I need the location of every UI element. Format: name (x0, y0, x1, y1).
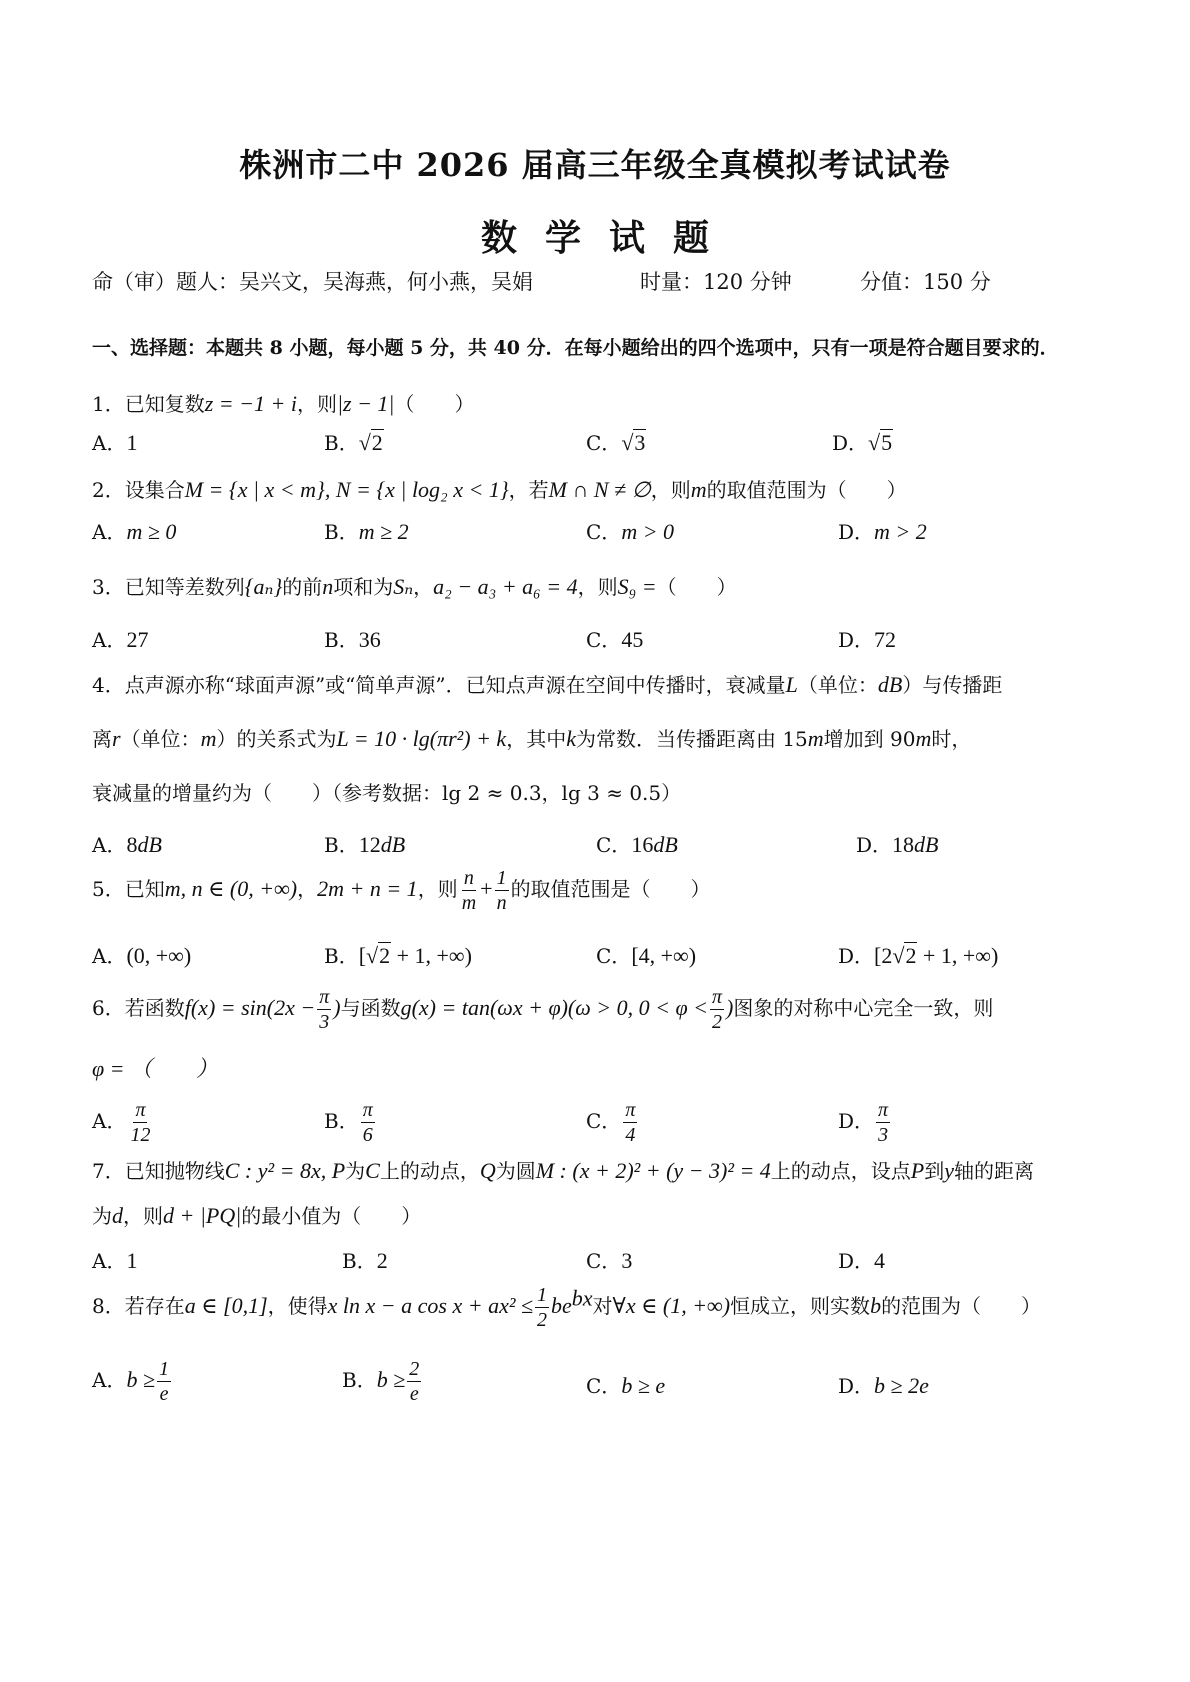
authors: 命（审）题人：吴兴文，吴海燕，何小燕，吴娟 (92, 270, 533, 294)
exam-title: 株洲市二中 2026 届高三年级全真模拟考试试卷 (239, 146, 951, 184)
q6-option-d: D． $\frac{\pi}{3}$ (838, 1099, 889, 1146)
q2-option-b: B．m ≥ 2 (324, 519, 409, 544)
q4-option-b: B．12dB (324, 832, 406, 857)
section-heading: 一、选择题：本题共 8 小题，每小题 5 分，共 40 分．在每小题给出的四个选项中，只有一项是符合题目要求的． (92, 337, 1059, 359)
question-3: 3．已知等差数列{aₙ}的前n项和为Sₙ，a₂ − a₃ + a₆ = 4，则S₉ =（ ） (92, 574, 737, 599)
q3-option-c: C．45 (586, 627, 644, 652)
q8-option-d: D．b ≥ 2e (838, 1373, 929, 1398)
question-7: 7．已知抛物线C : y² = 8x, P为C上的动点，Q为圆M : (x + 2)² + (y − 3)² = 4上的动点，设点P到y轴的距离 (92, 1158, 1035, 1183)
q7-option-c: C．3 (586, 1248, 633, 1273)
q5-option-a: A．(0, +∞) (92, 943, 192, 968)
q5-option-d: D．[2√2 + 1, +∞) (838, 943, 999, 968)
question-7-line-2: 为d，则d + |PQ|的最小值为（ ） (92, 1203, 422, 1228)
q8-option-b: B．b ≥ $\frac{2}{e}$ (342, 1358, 420, 1405)
q4-option-c: C．16dB (596, 832, 678, 857)
q8-option-a: A．b ≥ $\frac{1}{e}$ (92, 1358, 170, 1405)
q1-option-d: D．√5 (832, 430, 893, 455)
q4-option-d: D．18dB (856, 832, 939, 857)
q7-option-b: B．2 (342, 1248, 388, 1273)
q2-option-d: D．m > 2 (838, 519, 927, 544)
q1-option-c: C．√3 (586, 430, 646, 455)
question-1: 1．已知复数z = −1 + i，则|z − 1|（ ） (92, 391, 475, 416)
q3-option-a: A．27 (92, 627, 149, 652)
q8-option-c: C．b ≥ e (586, 1373, 666, 1398)
question-5: 5．已知m, n ∈ (0, +∞)，2m + n = 1，则 $\frac{n}{m}$ + $\frac{1}{n}$ 的取值范围是（ ） (92, 867, 711, 914)
exam-subtitle: 数学试题 (480, 217, 737, 259)
question-4-line-1: 4．点声源亦称“球面声源”或“简单声源”．已知点声源在空间中传播时，衰减量L（单位：dB）与传播距 (92, 672, 1003, 697)
q2-option-c: C．m > 0 (586, 519, 675, 544)
q6-option-c: C． $\frac{\pi}{4}$ (586, 1099, 636, 1146)
q6-option-a: A． $\frac{\pi}{12}$ (92, 1099, 151, 1146)
question-2: 2．设集合M = {x | x < m}, N = {x | log₂ x < 1}，若M ∩ N ≠ ∅，则m的取值范围为（ ） (92, 477, 907, 502)
q7-option-d: D．4 (838, 1248, 886, 1273)
question-6: 6．若函数f(x) = sin(2x − $\frac{\pi}{3}$ )与函数g(x) = tan(ωx + φ)(ω > 0, 0 < φ < $\frac{\pi}{2}$ )图象的对称中心完全一致，则 (92, 986, 994, 1033)
question-4-line-3: 衰减量的增量约为（ ）（参考数据：lg 2 ≈ 0.3，lg 3 ≈ 0.5） (92, 781, 682, 805)
q2-option-a: A．m ≥ 0 (92, 519, 177, 544)
q5-option-c: C．[4, +∞) (596, 943, 697, 968)
q6-option-b: B． $\frac{\pi}{6}$ (324, 1099, 373, 1146)
exam-score: 分值：150 分 (860, 270, 991, 294)
q5-option-b: B．[√2 + 1, +∞) (324, 943, 472, 968)
q4-option-a: A．8dB (92, 832, 162, 857)
question-6-line-2: φ = （ ） (92, 1056, 219, 1081)
question-8: 8．若存在a ∈ [0,1]，使得x ln x − a cos x + ax² ≤ $\frac{1}{2}$ $be^{bx}$对∀x ∈ (1, +∞)恒成立，则实数b的范围为（ ） (92, 1284, 1042, 1331)
question-4-line-2: 离r（单位：m）的关系式为L = 10 · lg(πr²) + k，其中k为常数．当传播距离由 15m增加到 90m时， (92, 726, 972, 751)
q3-option-d: D．72 (838, 627, 897, 652)
q1-option-b: B．√2 (324, 430, 383, 455)
q7-option-a: A．1 (92, 1248, 138, 1273)
q3-option-b: B．36 (324, 627, 381, 652)
exam-time: 时量：120 分钟 (640, 270, 792, 294)
q1-option-a: A．1 (92, 430, 138, 455)
